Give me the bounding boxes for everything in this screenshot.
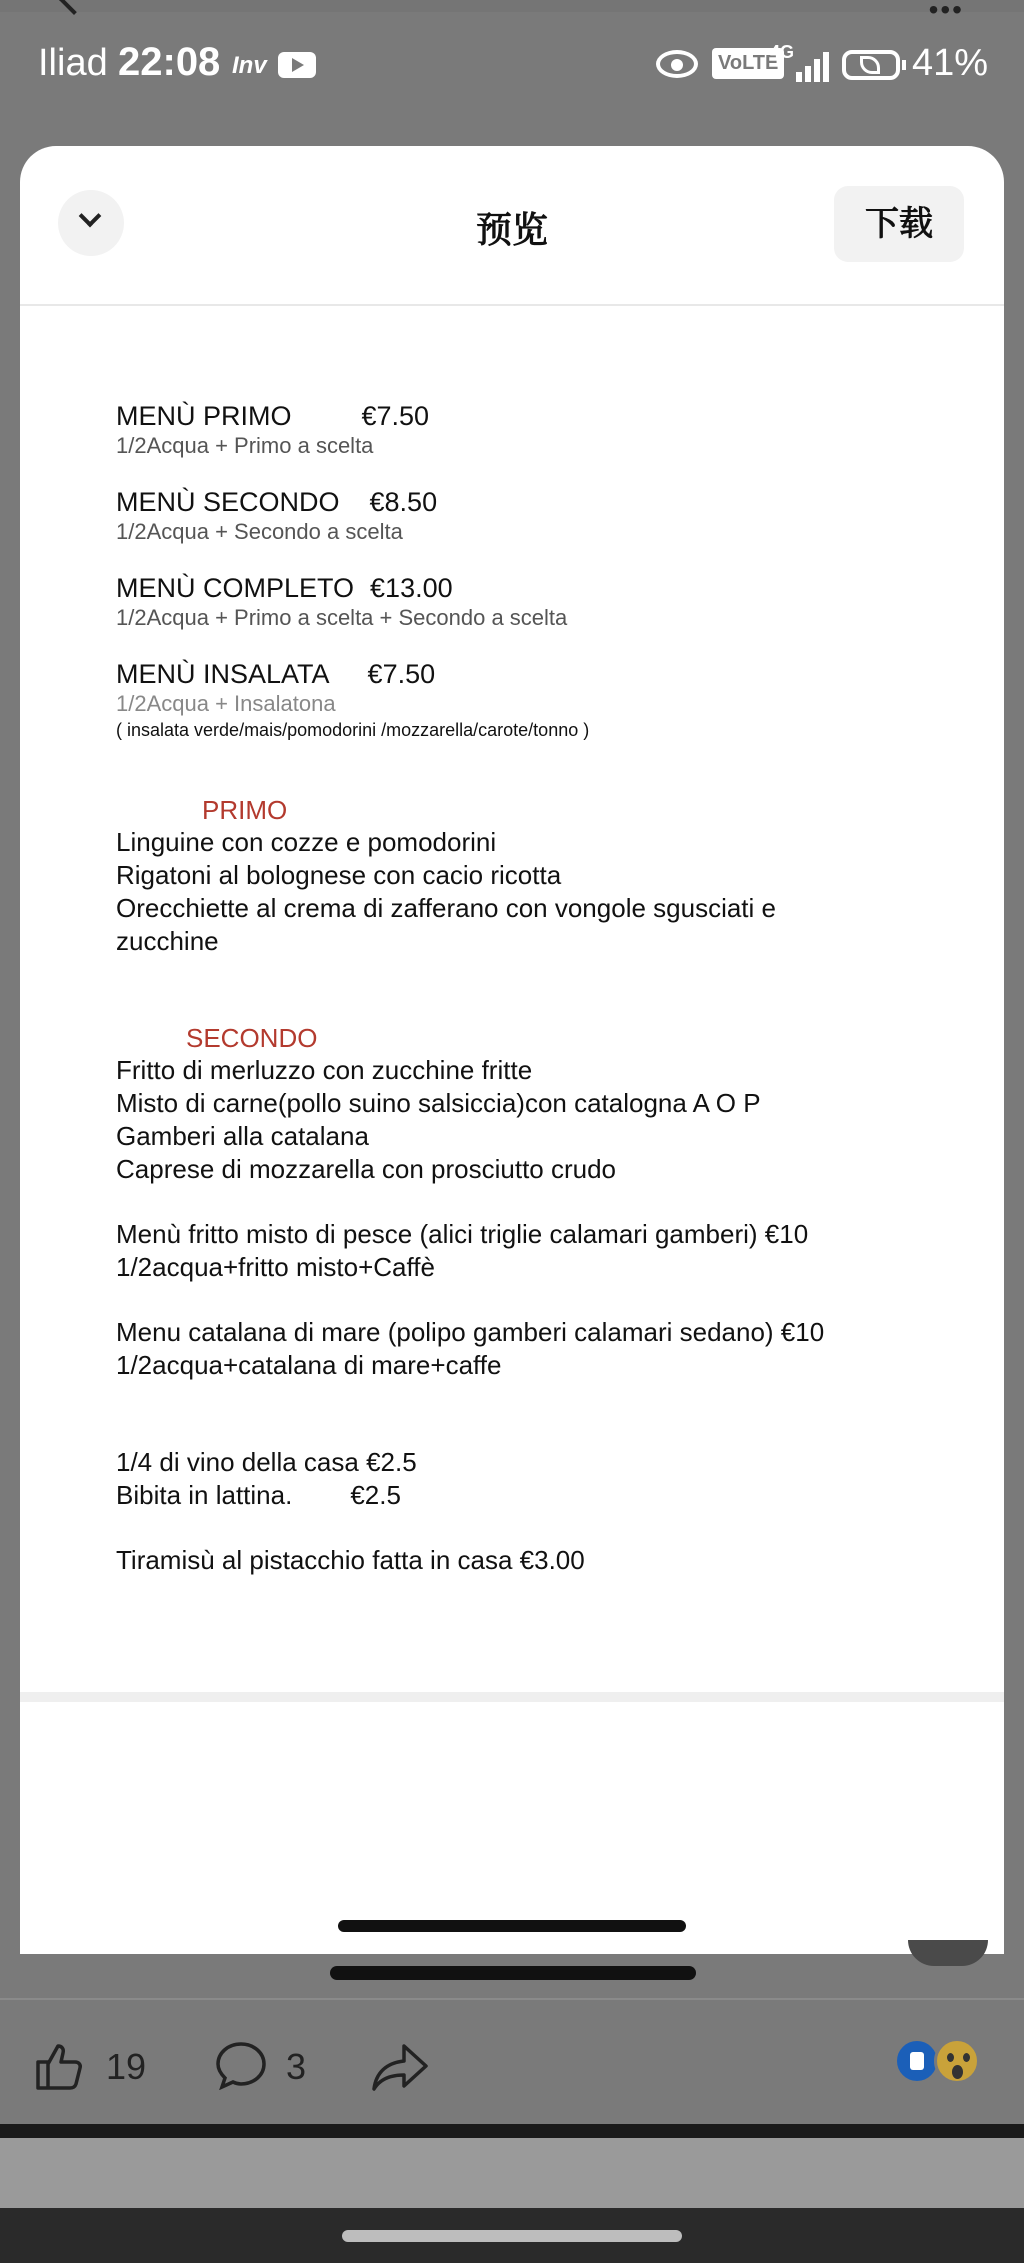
thumbs-up-icon[interactable] — [34, 2040, 86, 2092]
share-icon[interactable] — [370, 2040, 430, 2092]
menu-price: €7.50 — [361, 401, 430, 431]
menu-document — [116, 400, 976, 1577]
menu-name: MENÙ INSALATA — [116, 659, 330, 689]
more-options-icon[interactable]: ••• — [928, 0, 964, 25]
dish-item: Linguine con cozze e pomodorini — [116, 827, 497, 857]
menu-description: 1/2Acqua + Secondo a scelta — [116, 519, 403, 544]
drink-price: €2.5 — [350, 1480, 401, 1510]
special-menu — [116, 1316, 976, 1382]
like-count: 19 — [106, 2046, 147, 2087]
app-notification-label: Inv — [232, 52, 267, 79]
section-title: SECONDO — [186, 1023, 318, 1053]
carrier-label: Iliad — [38, 42, 108, 84]
menu-note: ( insalata verde/mais/pomodorini /mozzarella/carote/tonno ) — [116, 720, 590, 740]
post-action-bar — [0, 1998, 1024, 2124]
menu-price: €8.50 — [369, 487, 438, 517]
dish-item: Fritto di merluzzo con zucchine fritte — [116, 1055, 533, 1085]
menu-name: MENÙ PRIMO — [116, 401, 292, 431]
signal-icon — [796, 50, 828, 82]
drink-label: 1/4 di vino della casa — [116, 1447, 359, 1477]
comment-count: 3 — [286, 2046, 307, 2087]
divider-bar — [0, 2124, 1024, 2138]
preview-sheet — [20, 146, 1004, 1954]
menu-price: €7.50 — [367, 659, 436, 689]
youtube-icon — [278, 52, 316, 78]
system-navigation-bar — [0, 2208, 1024, 2263]
menu-name: MENÙ SECONDO — [116, 487, 340, 517]
dish-item: Orecchiette al crema di zafferano con vongole sgusciati e — [116, 893, 776, 923]
section-title: PRIMO — [202, 795, 288, 825]
primo-section — [116, 794, 976, 958]
page-divider — [20, 1692, 1004, 1702]
sheet-title: 预览 — [475, 209, 548, 250]
drink-price: €2.5 — [366, 1447, 417, 1477]
download-button[interactable]: 下载 — [834, 186, 964, 262]
back-chevron-icon[interactable] — [57, 0, 91, 15]
comment-area-peek — [0, 2138, 1024, 2208]
wow-reaction-icon[interactable] — [934, 2038, 980, 2084]
leaf-icon — [860, 56, 880, 74]
dish-item: Misto di carne(pollo suino salsiccia)con catalogna A O P — [116, 1088, 761, 1118]
menu-description: 1/2Acqua + Primo a scelta + Secondo a scelta — [116, 605, 568, 630]
dish-item: zucchine — [116, 926, 219, 956]
secondo-section — [116, 1022, 976, 1186]
status-bar — [0, 36, 1024, 96]
clock: 22:08 — [118, 40, 221, 84]
battery-percent: 41% — [912, 42, 989, 84]
drink-label: Bibita in lattina. — [116, 1480, 293, 1510]
special-line: Menù fritto misto di pesce (alici triglie calamari gamberi) €10 — [116, 1219, 809, 1249]
sheet-header — [20, 146, 1004, 306]
menu-offer — [116, 658, 976, 742]
network-type: 4G — [770, 42, 795, 62]
special-detail: 1/2acqua+fritto misto+Caffè — [116, 1252, 435, 1282]
menu-price: €13.00 — [370, 573, 453, 603]
menu-description: 1/2Acqua + Primo a scelta — [116, 433, 374, 458]
battery-icon — [842, 50, 900, 80]
menu-description: 1/2Acqua + Insalatona — [116, 691, 336, 716]
top-strip — [0, 0, 1024, 25]
home-gesture-pill[interactable] — [342, 2230, 682, 2242]
background-sheet-handle — [330, 1966, 696, 1980]
menu-offer — [116, 400, 976, 460]
special-detail: 1/2acqua+catalana di mare+caffe — [116, 1350, 502, 1380]
comment-icon[interactable] — [214, 2040, 268, 2090]
menu-offer — [116, 486, 976, 546]
menu-name: MENÙ COMPLETO — [116, 573, 355, 603]
dessert-line: Tiramisù al pistacchio fatta in casa €3.00 — [116, 1545, 585, 1575]
special-menu — [116, 1218, 976, 1284]
special-line: Menu catalana di mare (polipo gamberi calamari sedano) €10 — [116, 1317, 825, 1347]
dish-item: Rigatoni al bolognese con cacio ricotta — [116, 860, 562, 890]
menu-offer — [116, 572, 976, 632]
volte-badge: VoLTE — [712, 48, 784, 79]
drinks-section — [116, 1446, 976, 1512]
sheet-drag-handle[interactable] — [338, 1920, 686, 1932]
dish-item: Gamberi alla catalana — [116, 1121, 369, 1151]
dish-item: Caprese di mozzarella con prosciutto crudo — [116, 1154, 617, 1184]
floating-button[interactable] — [908, 1940, 988, 1966]
eye-icon — [656, 50, 698, 78]
